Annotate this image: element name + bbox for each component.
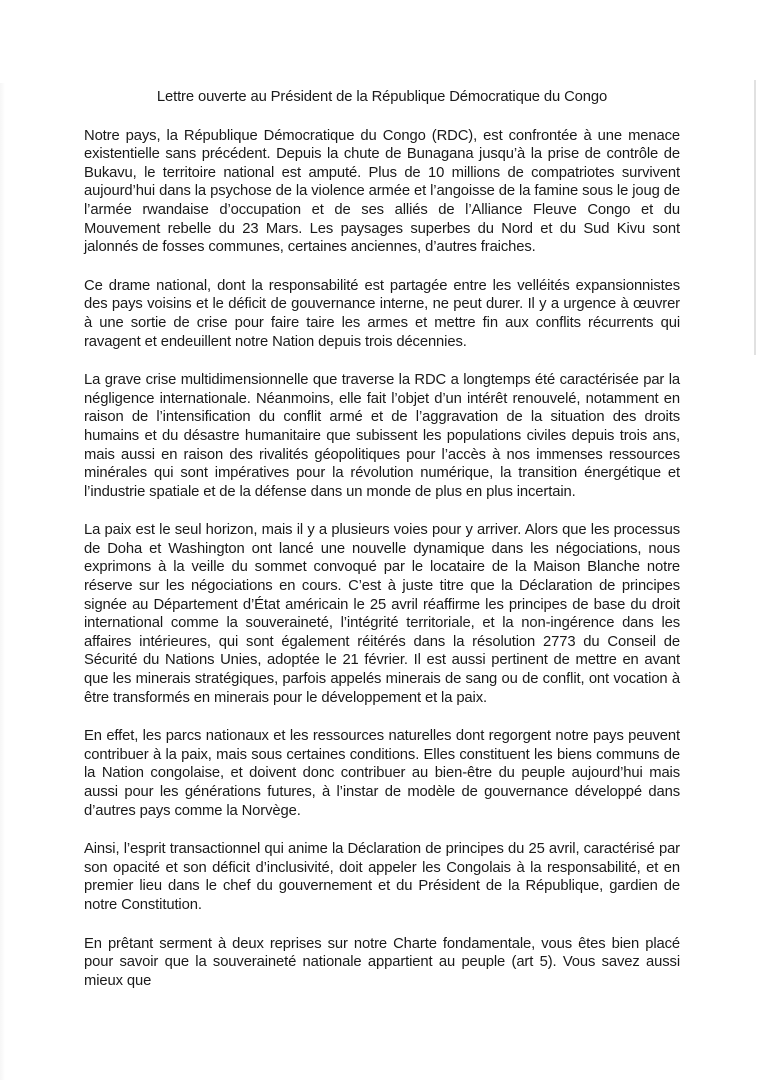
paragraph-1: Notre pays, la République Démocratique du Congo (RDC), est confrontée à une menace existentielle sans précédent. Depuis la chute de Bunagana jusqu’à la prise de contrôle de Bukavu, le territoire national est amputé. Plus de 10 millions de compatriotes survivent aujourd’hui dans la psychose de la violence armée et l’angoisse de la famine sous le joug de l’armée rwandaise d’occupation et de ses alliés de l’Alliance Fleuve Congo et du Mouvement rebelle du 23 Mars. Les paysages superbes du Nord et du Sud Kivu sont jalonnés de fosses communes, certaines anciennes, d’autres fraiches. bbox=[84, 127, 680, 256]
paragraph-5: En effet, les parcs nationaux et les ressources naturelles dont regorgent notre pays peuvent contribuer à la paix, mais sous certaines conditions. Elles constituent les biens communs de la Nation congolaise, et doivent donc contribuer au bien-être du peuple aujourd’hui mais aussi pour les générations futures, à l’instar de modèle de gouvernance développé dans d’autres pays comme la Norvège. bbox=[84, 728, 680, 819]
paragraph-2: Ce drame national, dont la responsabilité est partagée entre les velléités expansionnistes des pays voisins et le déficit de gouvernance interne, ne peut durer. Il y a urgence à œuvrer à une sortie de crise pour faire taire les armes et mettre fin aux conflits récurrents qui ravagent et endeuillent notre Nation depuis trois décennies. bbox=[84, 277, 680, 350]
page-scan-edge-right bbox=[754, 80, 756, 355]
page-title: Lettre ouverte au Président de la République Démocratique du Congo bbox=[156, 89, 608, 105]
paragraph-3: La grave crise multidimensionnelle que traverse la RDC a longtemps été caractérisée par la négligence internationale. Néanmoins, elle fait l’objet d’un intérêt renouvelé, notamment en raison de l’intensification du conflit armé et de l’aggravation de la situation des droits humains et du désastre humanitaire que subissent les populations civiles depuis trois ans, mais aussi en raison des rivalités géopolitiques pour l’accès à nos immenses ressources minérales qui sont impératives pour la révolution numérique, la transition énergétique et l’industrie spatiale et de la défense dans un monde de plus en plus incertain. bbox=[84, 372, 680, 500]
paragraph-4: La paix est le seul horizon, mais il y a plusieurs voies pour y arriver. Alors que les processus de Doha et Washington ont lancé une nouvelle dynamique dans les négociations, nous exprimons à la veille du sommet convoqué par le locataire de la Maison Blanche notre réserve sur les négociations en cours. C’est à juste titre que la Déclaration de principes signée au Département d’État américain le 25 avril réaffirme les principes de base du droit international comme la souveraineté, l’intégrité territoriale, et la non-ingérence dans les affaires intérieures, qui sont également réitérés dans la résolution 2773 du Conseil de Sécurité du Nations Unies, adoptée le 21 février. Il est aussi pertinent de mettre en avant que les minerais stratégiques, parfois appelés minerais de sang ou de conflit, ont vocation à être transformés en minerais pour le développement et la paix. bbox=[84, 522, 680, 706]
paragraph-7: En prêtant serment à deux reprises sur notre Charte fondamentale, vous êtes bien placé pour savoir que la souveraineté nationale appartient au peuple (art 5). Vous savez aussi mieux que bbox=[84, 935, 680, 989]
letter-content bbox=[84, 88, 680, 990]
page-scan-edge-left bbox=[0, 83, 5, 1080]
paragraph-6: Ainsi, l’esprit transactionnel qui anime la Déclaration de principes du 25 avril, caractérisé par son opacité et son déficit d’inclusivité, doit appeler les Congolais à la responsabilité, et en premier lieu dans le chef du gouvernement et du Président de la République, gardien de notre Constitution. bbox=[84, 841, 680, 913]
